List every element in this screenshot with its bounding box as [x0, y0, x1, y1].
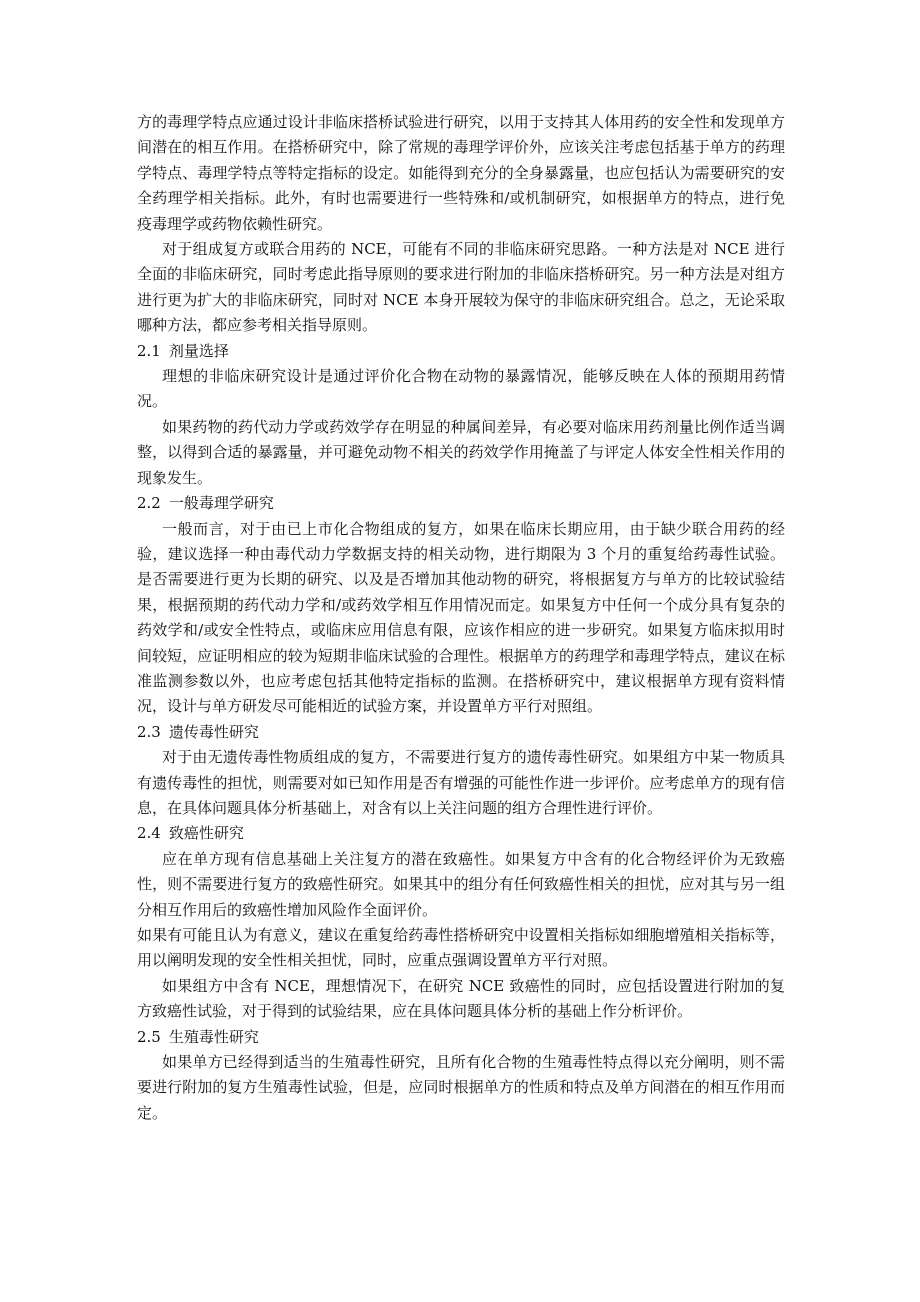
section-number: 2.4: [137, 824, 161, 843]
section-heading-2-5: [137, 1025, 785, 1050]
section-title: 致癌性研究: [168, 824, 244, 843]
section-heading-2-4: [137, 821, 785, 846]
paragraph-dose-1: 理想的非临床研究设计是通过评价化合物在动物的暴露情况，能够反映在人体的预期用药情况。: [137, 367, 785, 411]
section-title: 遗传毒性研究: [168, 722, 259, 741]
paragraph-general-tox: 一般而言，对于由已上市化合物组成的复方，如果在临床长期应用，由于缺少联合用药的经验，建议选择一种由毒代动力学数据支持的相关动物，进行期限为 3 个月的重复给药毒性试验。是否需要进行更为长期的研究、以及是否增加其他动物的研究，将根据复方与单方的比较试验结果，根据预期的药代动力学和/或药效学相互作用情况而定。如果复方中任何一个成分具有复杂的药效学和/或安全性特点，或临床应用信息有限，应该作相应的进一步研究。如果复方临床拟用时间较短，应证明相应的较为短期非临床试验的合理性。根据单方的药理学和毒理学特点，建议在标准监测参数以外，也应考虑包括其他特定指标的监测。在搭桥研究中，建议根据单方现有资料情况，设计与单方研发尽可能相近的试验方案，并设置单方平行对照组。: [137, 519, 785, 716]
paragraph-carcino-2: 如果有可能且认为有意义，建议在重复给药毒性搭桥研究中设置相关指标如细胞增殖相关指标等，用以阐明发现的安全性相关担忧，同时，应重点强调设置单方平行对照。: [137, 926, 785, 970]
paragraph-repro-tox: 如果单方已经得到适当的生殖毒性研究，且所有化合物的生殖毒性特点得以充分阐明，则不需要进行附加的复方生殖毒性试验，但是，应同时根据单方的性质和特点及单方间潜在的相互作用而定。: [137, 1053, 785, 1122]
section-title: 剂量选择: [168, 341, 229, 360]
document-page: [137, 110, 785, 1126]
paragraph-genotox: 对于由无遗传毒性物质组成的复方，不需要进行复方的遗传毒性研究。如果组方中某一物质具有遗传毒性的担忧，则需要对如已知作用是否有增强的可能性作进一步评价。应考虑单方的现有信息，在具体问题具体分析基础上，对含有以上关注问题的组方合理性进行评价。: [137, 748, 785, 817]
section-title: 生殖毒性研究: [168, 1027, 259, 1046]
section-number: 2.5: [137, 1027, 161, 1046]
section-heading-2-1: [137, 339, 785, 364]
section-heading-2-3: [137, 720, 785, 745]
section-number: 2.2: [137, 494, 161, 513]
paragraph-nce-approach: 对于组成复方或联合用药的 NCE，可能有不同的非临床研究思路。一种方法是对 NCE 进行全面的非临床研究，同时考虑此指导原则的要求进行附加的非临床搭桥研究。另一种方法是对组方进行更为扩大的非临床研究，同时对 NCE 本身开展较为保守的非临床研究组合。总之，无论采取哪种方法，都应参考相关指导原则。: [137, 240, 785, 335]
paragraph-dose-2: 如果药物的药代动力学或药效学存在明显的种属间差异，有必要对临床用药剂量比例作适当调整，以得到合适的暴露量，并可避免动物不相关的药效学作用掩盖了与评定人体安全性相关作用的现象发生。: [137, 417, 785, 487]
paragraph-carcino-1: 应在单方现有信息基础上关注复方的潜在致癌性。如果复方中含有的化合物经评价为无致癌性，则不需要进行复方的致癌性研究。如果其中的组分有任何致癌性相关的担忧，应对其与另一组分相互作用后的致癌性增加风险作全面评价。: [137, 849, 785, 919]
section-heading-2-2: [137, 491, 785, 516]
paragraph-carcino-3: 如果组方中含有 NCE，理想情况下，在研究 NCE 致癌性的同时，应包括设置进行附加的复方致癌性试验，对于得到的试验结果，应在具体问题具体分析的基础上作分析评价。: [137, 976, 785, 1021]
section-number: 2.1: [137, 341, 161, 360]
paragraph-intro-continued: 方的毒理学特点应通过设计非临床搭桥试验进行研究，以用于支持其人体用药的安全性和发现单方间潜在的相互作用。在搭桥研究中，除了常规的毒理学评价外，应该关注考虑包括基于单方的药理学特点、毒理学特点等特定指标的设定。如能得到充分的全身暴露量，也应包括认为需要研究的安全药理学相关指标。此外，有时也需要进行一些特殊和/或机制研究，如根据单方的特点，进行免疫毒理学或药物依赖性研究。: [137, 113, 785, 233]
section-number: 2.3: [137, 722, 161, 741]
section-title: 一般毒理学研究: [168, 494, 274, 513]
